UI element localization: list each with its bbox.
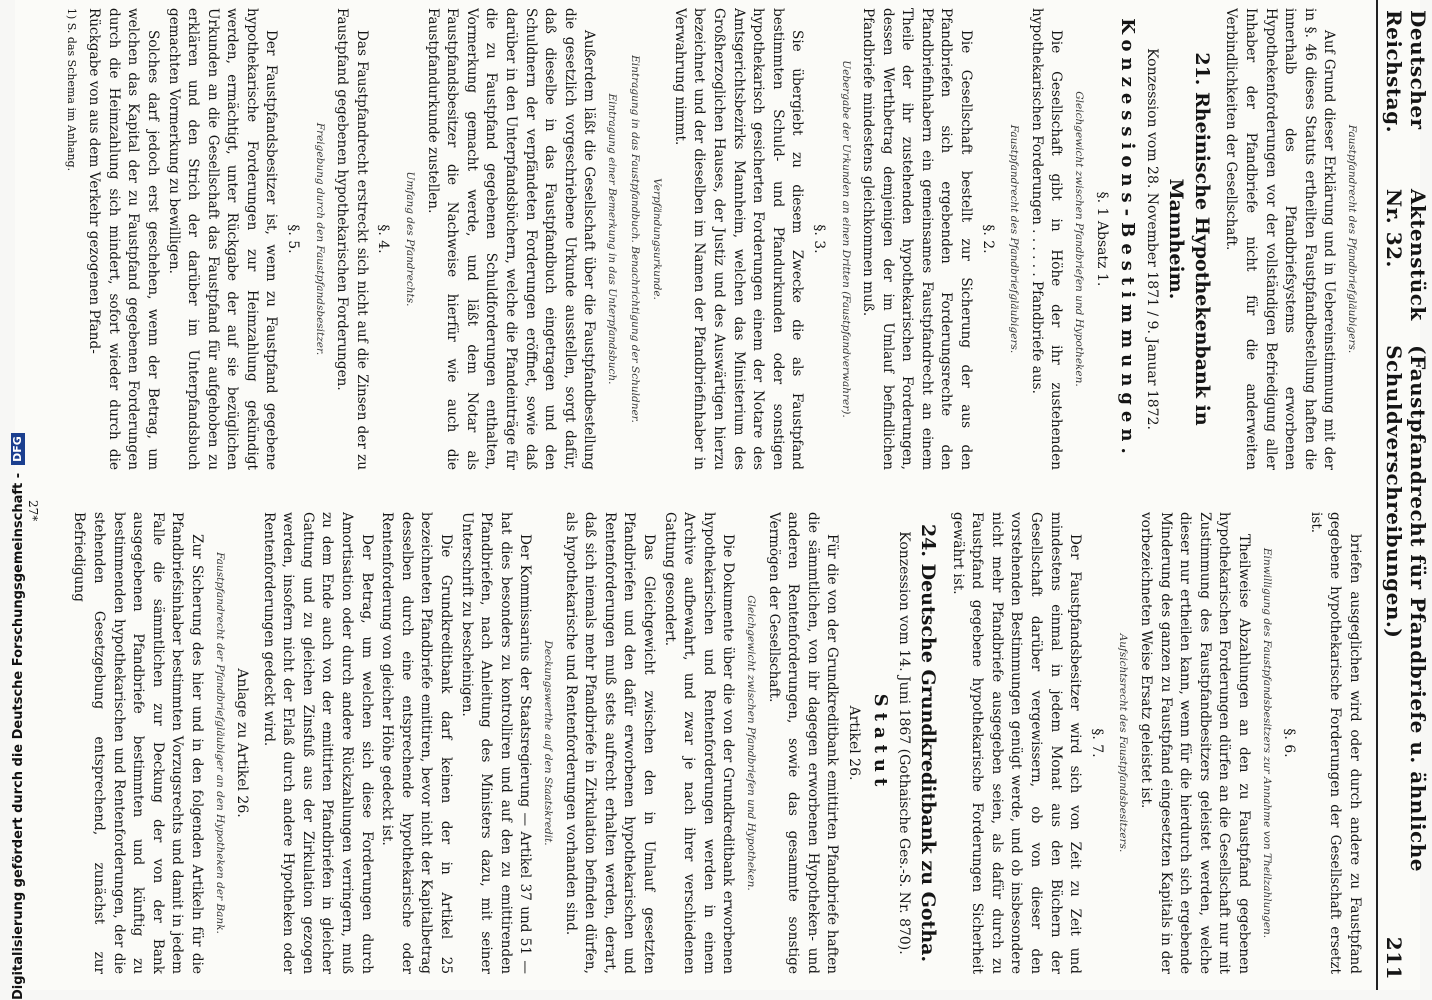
article-heading: Artikel 26. [845,705,862,781]
footnote: 1) S. das Schema im Anhang. [64,8,78,172]
margin-note: Aufsichtsrecht des Faustpfandsbesitzers. [1117,633,1130,853]
dfg-logo-icon: DFG [11,433,25,465]
margin-note: Gleichgewicht zwischen Pfandbriefen und Hypotheken. [744,595,757,891]
margin-note: Eintragung einer Bemerkung in das Unterpfandsbuch. [606,93,618,385]
paragraph: Die Gesellschaft bestellt zur Sicherung der aus den Pfandbriefen sich ergebenden Forderungsrechte den Pfandbriefinhabern ein gemeinsames Faustpfandrecht an einem Theile der ihr zustehenden hypothekarischen Forderungen, dessen Werthbetrag demjenigen der im Umlauf befindlichen Pfandbriefe mindestens gleichkommen muß. [860,8,975,470]
paragraph: Solches darf jedoch erst geschehen, wenn der Betrag, um welchen das Kapital der zu Faustpfand gegebenen Forderungen durch die Heimzahlung sich mindert, sofort wieder durch die Rückgabe von aus dem Verkehr gezogenen Pfand- [86,8,161,470]
section-heading: Konzessions-Bestimmungen. [1117,18,1139,460]
paragraph: Die Gesellschaft gibt in Höhe der ihr zustehenden hypothekarischen Forderungen . . . . . . Pfandbriefe aus. [1028,8,1065,470]
paragraph-number: §. 6. [1281,728,1298,758]
paragraph: Für die von der Grundkreditbank emittirten Pfandbriefe haften die sämmtlichen, von ihr dagegen erworbenen Hypotheken- und anderen Rentenforderungen, sowie das gesammte sonstige Vermögen der Gesellschaft. [765,512,841,974]
section-title: 21. Rheinische Hypothekenbank in Mannheim. [1164,52,1213,426]
paragraph: Die Grundkreditbank darf keinen der in Artikel 25 bezeichneten Pfandbriefe emittiren, bevor nicht der Kapitalbetrag desselben durch eine entsprechende hypothekarische oder Rentenforderung von gleicher Höhe gedeckt ist. [379,512,455,974]
paragraph: Theilweise Abzahlungen an den zu Faustpfand gegebenen hypothekarischen Forderungen dürfen an die Gesellschaft nur mit Zustimmung des Faustpfandbesitzers geleistet werden, welche dieser nur ertheilen kann, wenn für die hierdurch sich ergebende Minderung des ganzen zu Faustpfand eingesetzten Kapitals in der vorbezeichneten Weise Ersatz geleistet ist. [1138,512,1253,974]
article-heading: Anlage zu Artikel 26. [234,668,251,818]
paragraph: Der Betrag, um welchen sich diese Forderungen durch Amortisation oder durch andere Rückzahlungen verringern, muß zu dem Ende auch von der emittirten Pfandbriefen in gleicher Gattung und zu gleichen Zinsfuß aus der Zirkulation gezogen werden, insofern nicht der Erlaß durch andere Hypotheken oder Rentenforderungen gedeckt wird. [260,512,375,974]
paragraph: Außerdem läßt die Gesellschaft über die Faustpfandbestellung die gesetzlich vorgeschriebene Urkunde ausstellen, sorgt dafür, daß dieselbe in das Faustpfandbuch eingetragen und den Schuldnern der verpfändeten Forderungen eröffnet, sowie daß darüber in den Unterpfandsbüchern, welche die Pfandeinträge für die zu Faustpfand gegebenen Schuldforderungen enthalten, Vormerkung gemacht werde, und läßt dem Notar als Faustpfandsbesitzer die Nachweise hierfür wie auch die Faustpfandurkunde zustellen. [424,8,598,470]
digitization-credit [8,0,28,1000]
paragraph: Das Gleichgewicht zwischen den in Umlauf gesetzten Pfandbriefen und den dafür erworbenen hypothekarischen und Rentenforderungen muß stets aufrecht erhalten werden, derart, daß sich niemals mehr Pfandbriefe in Zirkulation befinden dürfen, als hypothekarische und Rentenforderungen vorhanden sind. [562,512,657,974]
margin-note: Uebergabe der Urkunden an einen Dritten (Faustpfandverwahrer). [839,60,852,418]
paragraph: Der Kommissarius der Staatsregierung — Artikel 37 und 51 — hat dies besonders zu kontrolliren und auf den zu emittirenden Pfandbriefen, nach Anleitung des Ministers dazu, mit seiner Unterschrift zu bescheinigen. [458,512,534,974]
margin-note: Gleichgewicht zwischen Pfandbriefen und Hypotheken. [1073,91,1086,387]
paragraph: Zur Sicherung des hier und in den folgenden Artikeln für die Pfandbriefsinhaber bestimmten Vorzugsrechts und damit in jedem Falle die sämmtlichen zur Deckung der von der Bank ausgegebenen Pfandbriefe bestimmten und künftig zu bestimmenden hypothekarischen und Rentenforderungen, der die stehenden Gesetzgebung entsprechend, zunächst zur Befriedigung [71,512,205,974]
margin-note: Faustpfandrecht der Pfandbriefgläubiger an den Hypotheken der Bank. [213,552,226,934]
credit-text: Digitalisierung gefördert durch die Deutsche Forschungsgemeinschaft - [10,472,26,1000]
header-middle: Aktenstück Nr. 32. [1382,188,1430,321]
header-right: (Faustpfandrecht für Pfandbriefe u. ähnliche Schuldverschreibungen.) [1382,345,1430,872]
margin-note: Eintragung in das Faustpfandbuch. Benachrichtigung der Schuldner. [628,55,641,423]
margin-note: Faustpfandrecht des Pfandbriefgläubigers. [1346,124,1358,354]
margin-note: Deckungswerthe auf den Staatskredit. [542,640,555,846]
signature-mark: 27* [26,500,40,522]
header-left: Deutscher Reichstag. [1382,10,1430,134]
concession-line: Konzession vom 28. November 1871 / 9. Januar 1872. [1143,48,1160,430]
margin-note: Einwilligung des Faustpfandsbesitzers zur Annahme von Theilzahlungen. [1260,547,1273,939]
section-title: 24. Deutsche Grundkreditbank zu Gotha. [917,523,940,963]
scanned-page [15,0,1430,990]
paragraph-number: §. 7. [1088,728,1105,758]
margin-note: Freigebung durch den Faustpfandsbesitzer. [313,122,326,356]
paragraph: briefen ausgeglichen wird oder durch andere zu Faustpfand gegebene hypothekarische Forderungen der Gesellschaft ersetzt ist. [1307,512,1363,974]
paragraph: Der Faustpfandsbesitzer wird sich von Zeit zu Zeit und mindestens einmal in jedem Monat aus den Büchern der Gesellschaft darüber vergewissern, ob von dieser den vorstehenden Bestimmungen genügt werde, und ob insbesondere nicht mehr Pfandbriefe ausgegeben seien, als dafür durch zu Faustpfand gegebene hypothekarische Forderungen Sicherheit gewährt ist. [949,512,1084,974]
paragraph: Auf Grund dieser Erklärung und in Uebereinstimmung mit der in §. 46 dieses Statuts ertheilten Faustpfandbestellung haften die innerhalb des Pfandbriefsystems erworbenen Hypothekenforderungen vor der vollständigen Befriedigung aller Inhaber der Pfandbriefe nicht für die anderweiten Verbindlichkeiten der Gesellschaft. [1223,8,1338,470]
paragraph-number: §. 2. [979,224,996,254]
margin-note: Faustpfandrecht des Pfandbriefgläubigers. [1008,124,1021,354]
paragraph: Sie übergiebt zu diesem Zwecke die als Faustpfand bestimmten Schuld- und Pfandurkunden oder sonstigen hypothekarisch gesicherten Forderungen einem der Notare des Amtsgerichtsbezirks Mannheim, welchen das Ministerium des Großherzoglichen Hauses, der Justiz und des Auswärtigen hierzu bezeichnet und der dieselben im Namen der Pfandbriefinhaber in Verwahrung nimmt. [671,8,806,470]
margin-note: Umfang des Pfandrechts. [404,171,417,307]
paragraph: Das Faustpfandrecht erstreckt sich nicht auf die Zinsen der zu Faustpfand gegebenen hypothekarischen Forderungen. [334,8,370,470]
paragraph-number: §. 4. [375,224,392,254]
paragraph-number: §. 3. [810,224,827,254]
concession-line: Konzession vom 14. Juni 1867 (Gothaische Ges.-S. Nr. 870). [896,531,913,955]
paragraph: Der Faustpfandsbesitzer ist, wenn zu Faustpfand gegebene hypothekarische Forderungen zur Heimzahlung gekündigt werden, ermächtigt, unter Rückgabe der auf sie bezüglichen Urkunden an die Gesellschaft das Faustpfand für aufgehoben zu erklären und den Strich der darüber im Unterpfandsbuch gemachten Vormerkung zu bewilligen. [165,8,280,470]
page-number: 211 [1382,936,1406,980]
margin-note: Verpfändungsurkunde. [651,178,664,300]
statut-heading: Statut [869,693,891,793]
page-header [1376,0,1430,990]
paragraph-number: §. 1 Absatz 1. [1093,191,1110,287]
paragraph-number: §. 5. [285,224,302,254]
left-column [29,8,1364,470]
right-column [29,512,1364,974]
paragraph: Die Dokumente über die von der Grundkreditbank erworbenen hypothekarischen und Rentenforderungen werden in einem Archive aufbewahrt, und zwar je nach ihrer verschiedenen Gattung gesondert. [661,512,737,974]
